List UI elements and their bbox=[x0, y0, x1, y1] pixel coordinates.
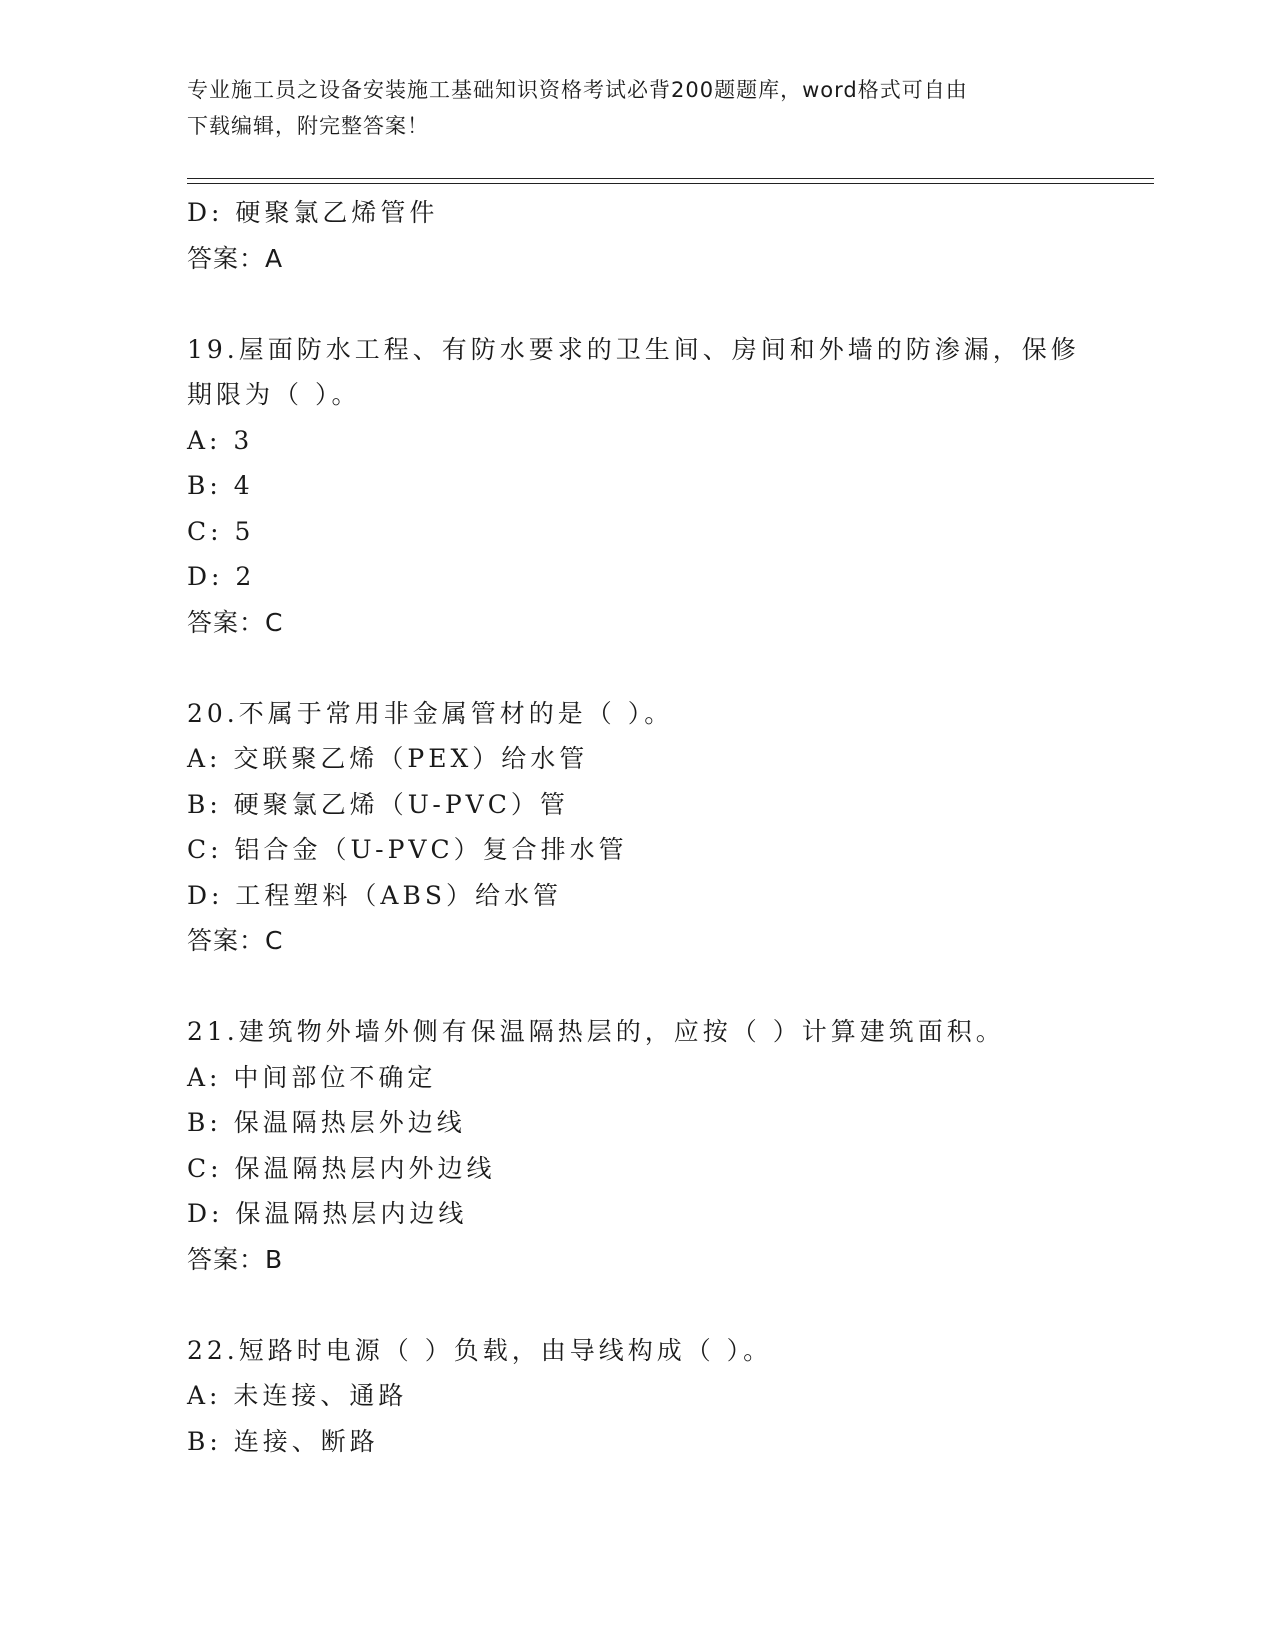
option-a: A: 3 bbox=[187, 425, 254, 455]
header-divider-top bbox=[187, 178, 1154, 179]
option-c: C: 5 bbox=[187, 516, 255, 546]
spacer bbox=[187, 964, 1087, 1010]
answer-line: 答案：A bbox=[187, 243, 284, 273]
option-b: B: 4 bbox=[187, 471, 254, 500]
question-19 bbox=[187, 327, 1087, 646]
option-a: A: 未连接、通路 bbox=[187, 1381, 408, 1410]
header-title-line-2: 下载编辑，附完整答案！ bbox=[187, 114, 429, 138]
question-stem: 19.屋面防水工程、有防水要求的卫生间、房间和外墙的防渗漏，保修 bbox=[187, 334, 1080, 364]
spacer bbox=[187, 645, 1087, 691]
question-21 bbox=[187, 1009, 1087, 1282]
answer-line: 答案：C bbox=[187, 926, 284, 955]
question-stem-continued: 期限为（ ）。 bbox=[187, 380, 361, 409]
option-d: D: 硬聚氯乙烯管件 bbox=[187, 198, 439, 227]
document-header bbox=[187, 72, 1087, 144]
option-d: D: 工程塑料（ABS）给水管 bbox=[187, 880, 562, 910]
header-title-line-1: 专业施工员之设备安装施工基础知识资格考试必背200题题库，word格式可自由 bbox=[187, 78, 968, 102]
option-a: A: 交联聚乙烯（PEX）给水管 bbox=[187, 744, 589, 773]
spacer bbox=[187, 1282, 1087, 1328]
option-d: D: 保温隔热层内边线 bbox=[187, 1199, 468, 1228]
question-list bbox=[187, 190, 1087, 1464]
answer-line: 答案：B bbox=[187, 1244, 284, 1274]
question-22 bbox=[187, 1328, 1087, 1465]
option-c: C: 铝合金（U-PVC）复合排水管 bbox=[187, 835, 628, 864]
option-d: D: 2 bbox=[187, 562, 256, 591]
header-divider-bottom bbox=[187, 183, 1154, 184]
option-c: C: 保温隔热层内外边线 bbox=[187, 1153, 496, 1183]
spacer bbox=[187, 281, 1087, 327]
option-b: B: 保温隔热层外边线 bbox=[187, 1108, 466, 1137]
question-stem: 21.建筑物外墙外侧有保温隔热层的，应按（ ）计算建筑面积。 bbox=[187, 1017, 1005, 1046]
question-stem: 20.不属于常用非金属管材的是（ ）。 bbox=[187, 698, 674, 728]
option-b: B: 连接、断路 bbox=[187, 1426, 379, 1456]
option-b: B: 硬聚氯乙烯（U-PVC）管 bbox=[187, 789, 569, 819]
option-a: A: 中间部位不确定 bbox=[187, 1062, 437, 1092]
answer-line: 答案：C bbox=[187, 607, 284, 637]
question-stem: 22.短路时电源（ ）负载，由导线构成（ ）。 bbox=[187, 1335, 773, 1365]
question-20 bbox=[187, 691, 1087, 964]
